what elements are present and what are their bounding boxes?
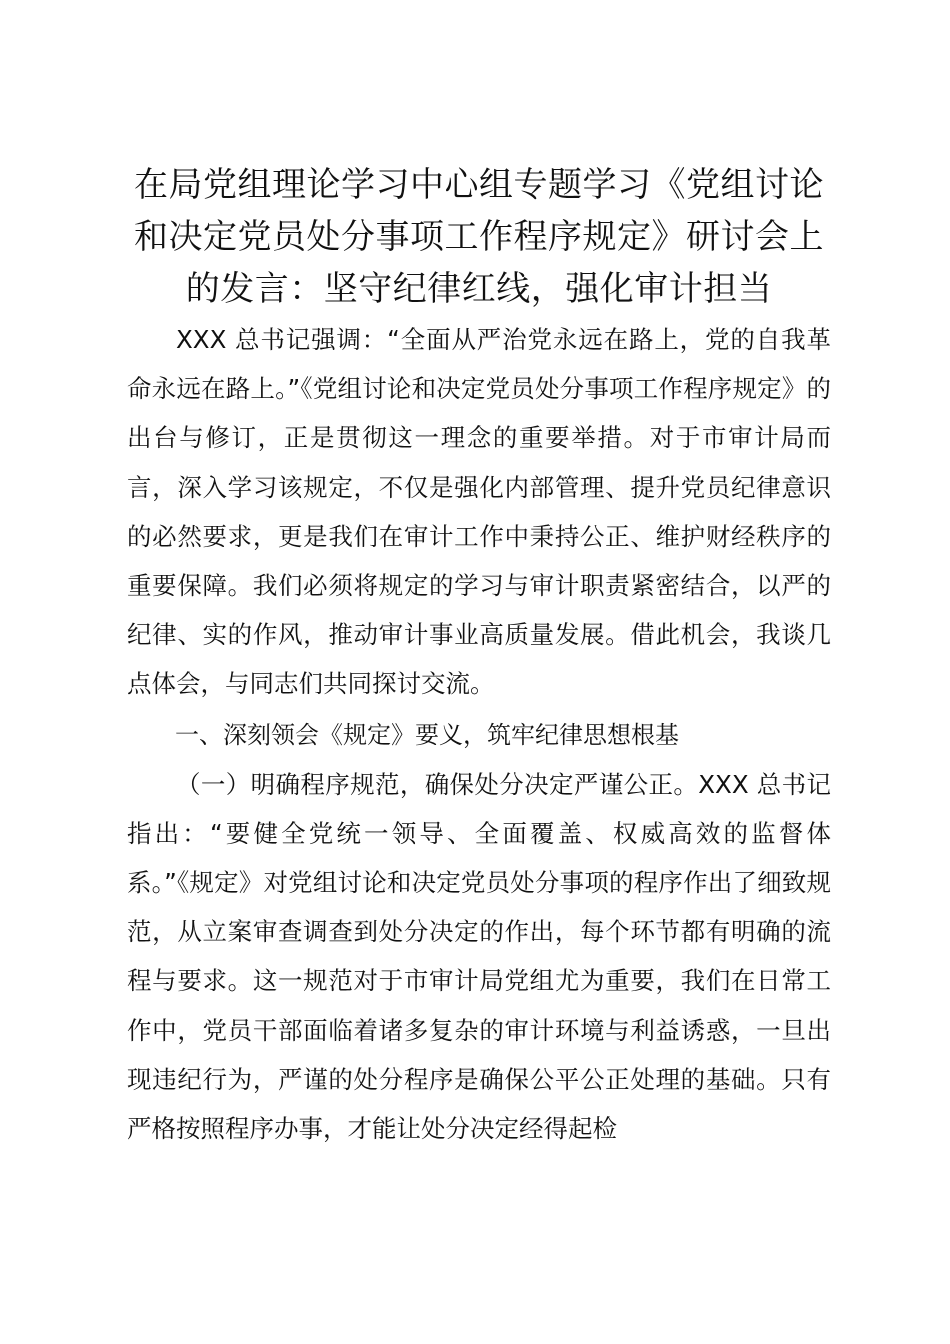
document-title xyxy=(127,159,831,315)
title-line-1: 在局党组理论学习中心组专题学习《党组讨论 xyxy=(134,165,824,205)
document-body xyxy=(127,159,831,1153)
section-heading: 一、深刻领会《规定》要义，筑牢纪律思想根基 xyxy=(175,720,679,749)
intro-paragraph: XXX 总书记强调：“全面从严治党永远在路上，党的自我革命永远在路上。”《党组讨论和决定党员处分事项工作程序规定》的出台与修订，正是贯彻这一理念的重要举措。对于市审计局而言，深入学习该规定，不仅是强化内部管理、提升党员纪律意识的必然要求，更是我们在审计工作中秉持公正、维护财经秩序的重要保障。我们必须将规定的学习与审计职责紧密结合，以严的纪律、实的作风，推动审计事业高质量发展。借此机会，我谈几点体会，与同志们共同探讨交流。 xyxy=(127,325,831,699)
subsection-paragraph: （一）明确程序规范，确保处分决定严谨公正。XXX 总书记指出：“要健全党统一领导、全面覆盖、权威高效的监督体系。”《规定》对党组讨论和决定党员处分事项的程序作出了细致规范，从立案审查调查到处分决定的作出，每个环节都有明确的流程与要求。这一规范对于市审计局党组尤为重要，我们在日常工作中，党员干部面临着诸多复杂的审计环境与利益诱惑，一旦出现违纪行为，严谨的处分程序是确保公平公正处理的基础。只有严格按照程序办事，才能让处分决定经得起检 xyxy=(127,769,831,1144)
title-line-2: 和决定党员处分事项工作程序规定》研讨会上 xyxy=(134,217,824,257)
title-line-3: 的发言：坚守纪律红线，强化审计担当 xyxy=(185,269,773,309)
